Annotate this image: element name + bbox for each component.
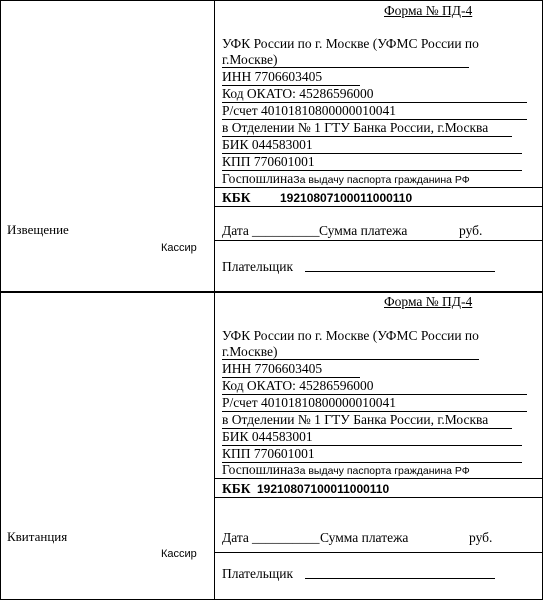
kbk-label-bottom: КБК xyxy=(222,481,251,496)
recipient-line2-bottom: г.Москве) xyxy=(222,344,278,359)
kpp-bottom: КПП 770601001 xyxy=(222,446,315,461)
payer-label-bottom: Плательщик xyxy=(222,566,294,581)
sum-label-top: Сумма платежа xyxy=(319,223,408,238)
bik-top: БИК 044583001 xyxy=(222,137,313,152)
account-bottom: Р/счет 40101810800000010041 xyxy=(222,395,397,410)
date-label-top: Дата xyxy=(222,223,249,238)
hr-kbk-bottom-below xyxy=(215,497,543,498)
recipient-underline-bottom xyxy=(222,359,479,360)
duty-purpose-top: За выдачу паспорта гражданина РФ xyxy=(293,174,470,186)
duty-line-bottom xyxy=(222,462,470,479)
cashier-label-bottom: Кассир xyxy=(161,548,197,560)
date-blank-top: __________ xyxy=(252,223,320,238)
hr-kbk-top-below xyxy=(215,206,543,207)
recipient-line1-bottom: УФК России по г. Москве (УФМС России по xyxy=(222,328,479,343)
kbk-value-bottom: 19210807100011000110 xyxy=(257,482,390,496)
section-divider xyxy=(0,291,543,293)
bank-top: в Отделении № 1 ГТУ Банка России, г.Москва xyxy=(222,120,489,135)
cashier-label-top: Кассир xyxy=(161,242,197,254)
account-top: Р/счет 40101810800000010041 xyxy=(222,103,397,118)
notice-label: Извещение xyxy=(7,222,69,237)
receipt-label: Квитанция xyxy=(7,529,68,544)
rub-label-bottom: руб. xyxy=(469,530,493,545)
kbk-label-top: КБК xyxy=(222,190,251,205)
rub-label-top: руб. xyxy=(459,223,483,238)
hr-payer-bottom xyxy=(215,552,543,553)
sum-label-bottom: Сумма платежа xyxy=(320,530,409,545)
date-label-bottom: Дата xyxy=(222,530,249,545)
payer-underline-top xyxy=(305,271,495,272)
inn-bottom: ИНН 7706603405 xyxy=(222,361,323,376)
payer-label-top: Плательщик xyxy=(222,259,294,274)
form-title-top: Форма № ПД-4 xyxy=(384,3,473,18)
bank-bottom: в Отделении № 1 ГТУ Банка России, г.Москва xyxy=(222,412,489,427)
column-divider xyxy=(214,0,215,600)
form-title-bottom: Форма № ПД-4 xyxy=(384,294,473,309)
payer-underline-bottom xyxy=(305,578,495,579)
kbk-value-top: 19210807100011000110 xyxy=(280,191,413,205)
duty-prefix-top: Госпошлина xyxy=(222,171,294,186)
kpp-top: КПП 770601001 xyxy=(222,154,315,169)
recipient-line2-top: г.Москве) xyxy=(222,52,278,67)
duty-prefix-bottom: Госпошлина xyxy=(222,462,294,477)
recipient-underline-top xyxy=(222,67,469,68)
duty-line-top xyxy=(222,171,470,188)
bik-bottom: БИК 044583001 xyxy=(222,429,313,444)
hr-kbk-top-above xyxy=(215,187,543,188)
hr-kbk-bottom-above xyxy=(215,478,543,479)
inn-top: ИНН 7706603405 xyxy=(222,69,323,84)
duty-purpose-bottom: За выдачу паспорта гражданина РФ xyxy=(293,465,470,477)
okato-top: Код ОКАТО: 45286596000 xyxy=(222,86,374,101)
date-blank-bottom: __________ xyxy=(252,530,320,545)
recipient-line1-top: УФК России по г. Москве (УФМС России по xyxy=(222,36,479,51)
okato-bottom: Код ОКАТО: 45286596000 xyxy=(222,378,374,393)
hr-payer-top xyxy=(215,240,543,241)
